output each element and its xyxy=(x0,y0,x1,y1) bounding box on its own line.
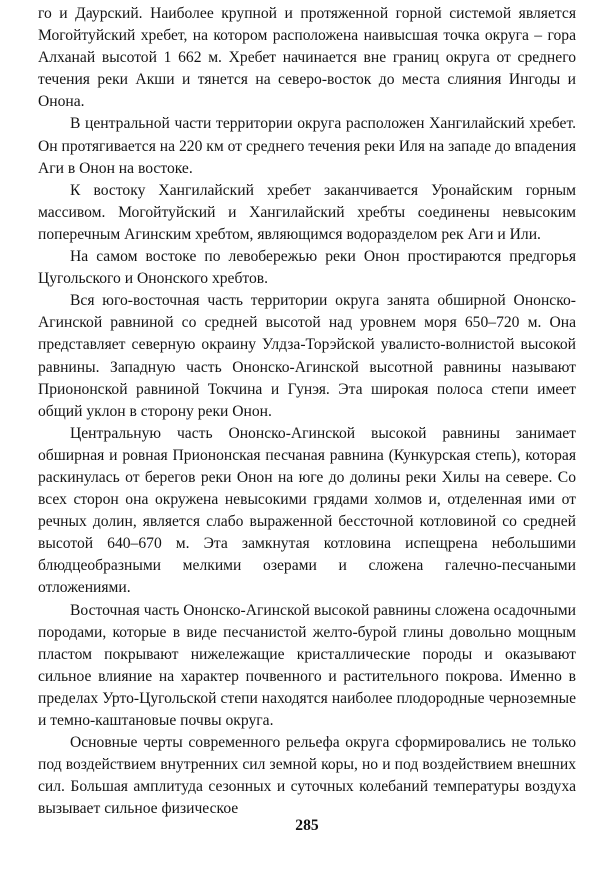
paragraph-eastern-part: Восточная часть Ононско-Агинской высокой равнины сложена осадочными породами, которые в виде песчанистой желто-бурой глины довольно мощным пластом покрывают нижележащие кристаллические породы и оказывают сильное влияние на характер почвенного и растительного покрова. Именно в пределах Урто-Цугольской степи находятся наиболее плодородные черноземные и темно-каштановые почвы округа. xyxy=(38,601,576,729)
paragraph-east-foothills: На самом востоке по левобережью реки Онон простираются предгорья Цугольского и Ононского хребтов. xyxy=(38,248,576,288)
paragraph-kunkur-steppe: Центральную часть Ононско-Агинской высокой равнины занимает обширная и ровная Приононская песчаная равнина (Кункурская степь), которая раскинулась от берегов реки Онон на юге до долины реки Хилы на севере. Со всех сторон она окружена невысокими грядами холмов и, отделенная ими от речных долин, является слабо выраженной бессточной котловиной со средней высотой 640–670 м. Эта замкнутая котловина испещрена небольшими блюдцеобразными мелкими озерами и сложена галечно-песчаными отложениями. xyxy=(38,424,576,597)
paragraph-continued: го и Даурский. Наиболее крупной и протяженной горной системой является Могойтуйский хребет, на котором расположена наивысшая точка округа – гора Алханай высотой 1 662 м. Хребет начинается вне границ округа от среднего течения реки Акши и тянется на северо-восток до места слияния Ингоды и Онона. xyxy=(38,5,576,111)
paragraph-relief: Основные черты современного рельефа округа сформировались не только под воздействием внутренних сил земной коры, но и под воздействием внешних сил. Большая амплитуда сезонных и суточных колебаний температуры воздуха вызывает сильное физическое xyxy=(38,734,576,818)
body-text xyxy=(38,3,576,820)
paragraph-khangilai: В центральной части территории округа расположен Хангилайский хребет. Он протягивается на 220 км от среднего течения реки Иля на западе до впадения Аги в Онон на востоке. xyxy=(38,115,576,177)
paragraph-onon-aga-plain: Вся юго-восточная часть территории округа занята обширной Ононско-Агинской равниной со средней высотой над уровнем моря 650–720 м. Она представляет северную окраину Улдза-Торэйской увалисто-волнистой высокой равнины. Западную часть Ононско-Агинской высотной равнины называют Приононской равниной Токчина и Гунэя. Эта широкая полоса степи имеет общий уклон в сторону реки Онон. xyxy=(38,292,576,420)
book-page xyxy=(38,0,576,884)
paragraph-uronai: К востоку Хангилайский хребет заканчивается Уронайским горным массивом. Могойтуйский и Хангилайский хребты соединены невысоким поперечным Агинским хребтом, являющимся водоразделом рек Аги и Или. xyxy=(38,181,576,243)
page-number: 285 xyxy=(295,817,319,834)
